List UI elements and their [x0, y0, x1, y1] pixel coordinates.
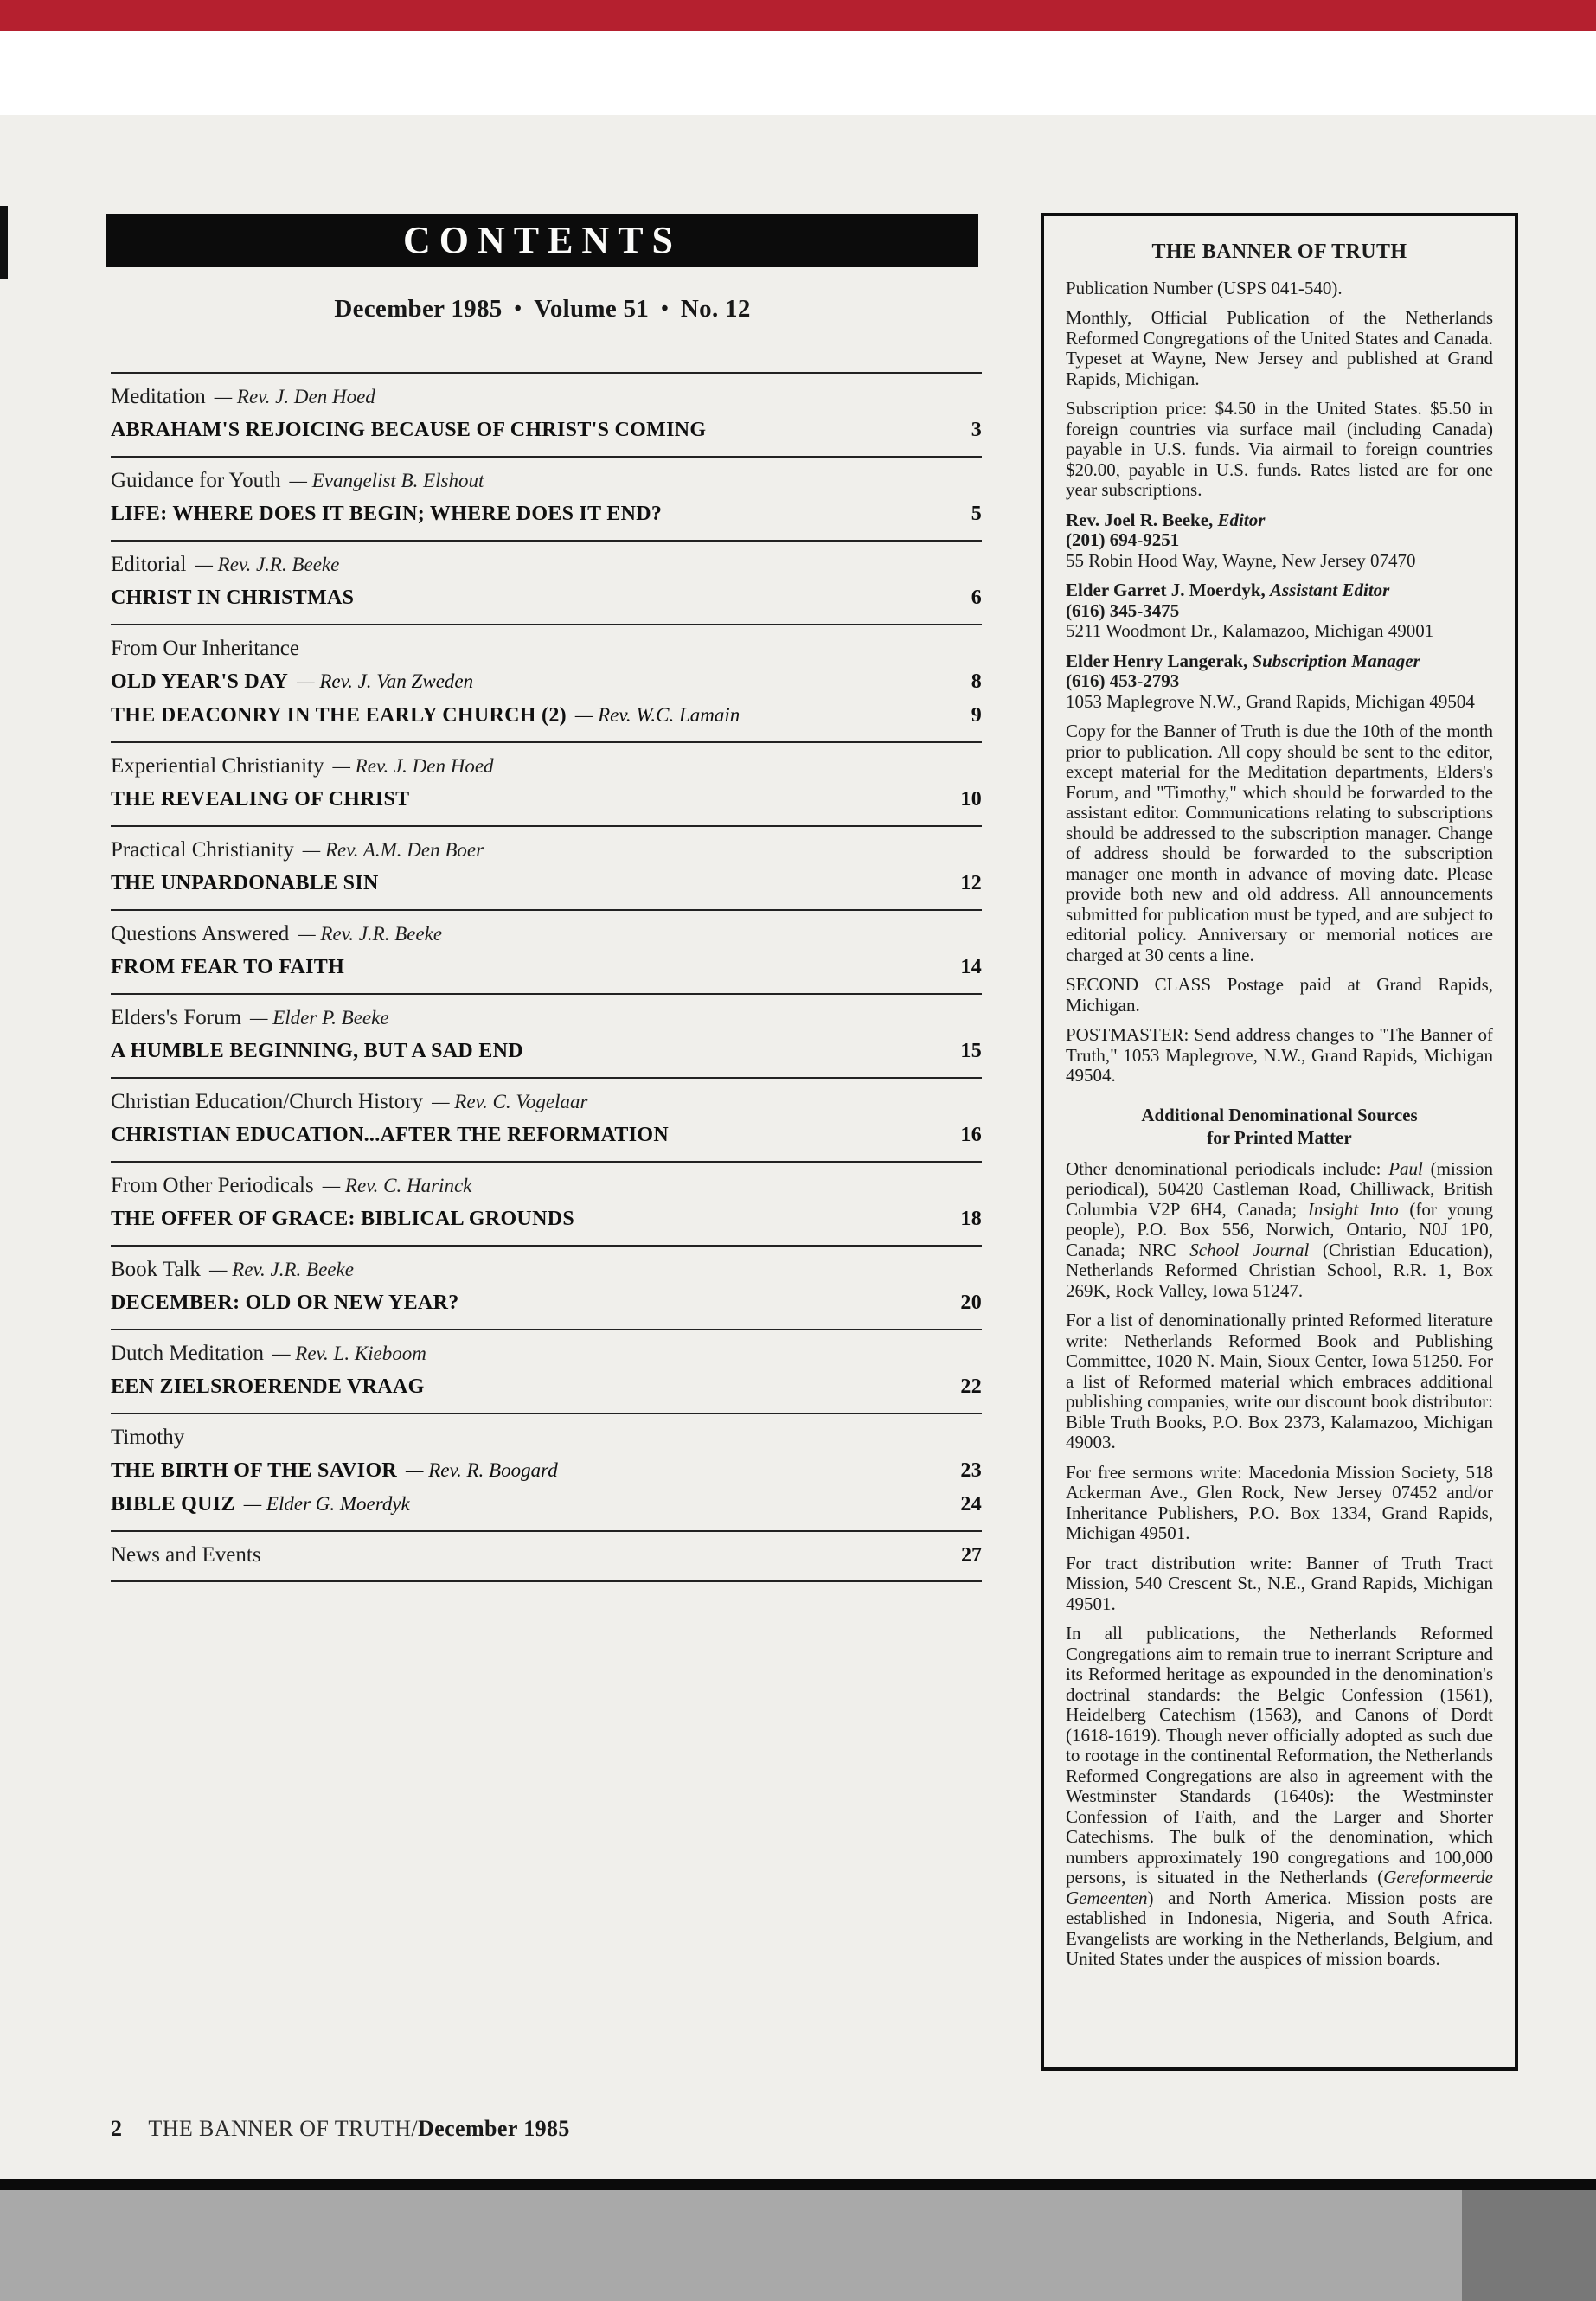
toc-category: Dutch Meditation	[111, 1342, 265, 1365]
staff-address: 55 Robin Hood Way, Wayne, New Jersey 07470	[1066, 549, 1416, 571]
toc-title: THE UNPARDONABLE SIN	[111, 872, 379, 894]
toc-category: Christian Education/Church History	[111, 1090, 424, 1113]
toc-title-line	[111, 414, 982, 445]
periodicals-text: (mission periodical), 50420 Castleman Road, Chilliwack, British Columbia V2P 6H4, Canada;	[1066, 1157, 1493, 1220]
toc-page-number: 23	[960, 1459, 982, 1482]
contents-title: CONTENTS	[402, 219, 683, 261]
toc-category-line	[111, 1423, 982, 1452]
toc-entry	[111, 540, 982, 624]
issue-number: No. 12	[680, 295, 751, 323]
sources-heading-line2: for Printed Matter	[1207, 1126, 1352, 1148]
toc-page-number: 9	[971, 704, 982, 727]
toc-category: Meditation	[111, 385, 206, 408]
toc-title-line	[111, 582, 982, 613]
toc-category-line	[111, 550, 982, 580]
toc-title-line	[111, 1287, 982, 1318]
toc-title: A HUMBLE BEGINNING, BUT A SAD END	[111, 1040, 523, 1062]
sources-heading	[1066, 1104, 1493, 1149]
page-footer	[111, 2116, 570, 2142]
toc-page-number: 27	[961, 1544, 982, 1567]
toc-category: Editorial	[111, 553, 187, 576]
mission-text: In all publications, the Netherlands Reformed Congregations aim to remain true to inerrant Scripture and its Reformed heritage as expounded in the denomination's doctrinal standards: the Belgic Confession (1561), Heidelberg Catechism (1563), and Canons of Dordt (1618-1619). Though never officially adopted as such due to rootage in the continental Reformation, the Netherlands Reformed Congregations are also in agreement with the Westminster Standards (1640s): the Westminster Confession of Faith, and the Larger and Shorter Catechisms. The bulk of the denomination, which numbers approximately 190 congregations and 100,000 persons, is situated in the Netherlands (	[1066, 1623, 1493, 1888]
staff-name-role	[1066, 651, 1493, 672]
toc-title: THE OFFER OF GRACE: BIBLICAL GROUNDS	[111, 1208, 574, 1230]
toc-entry	[111, 741, 982, 825]
subscription-paragraph: Subscription price: $4.50 in the United States. $5.50 in foreign countries via surface mail (including Canada) payable in U.S. funds. Via airmail to foreign countries $20.00, payable in U.S. funds. Rates listed are for one year subscriptions.	[1066, 398, 1493, 500]
periodicals-text: (Christian Education), Netherlands Reformed Christian School, R.R. 1, Box 269K, Rock Valley, Iowa 51247.	[1066, 1239, 1494, 1301]
toc-page-number: 8	[971, 670, 982, 693]
toc-title: THE DEACONRY IN THE EARLY CHURCH (2)	[111, 704, 567, 727]
toc-page-number: 6	[971, 586, 982, 609]
toc-category: Guidance for Youth	[111, 469, 281, 492]
free-sermons-paragraph: For free sermons write: Macedonia Mission Society, 518 Ackerman Ave., Glen Rock, New Jersey 07452 and/or Inheritance Publishers, P.O. Box 1334, Grand Rapids, Michigan 49501.	[1066, 1461, 1493, 1543]
toc-author: — Rev. C. Vogelaar	[432, 1091, 588, 1112]
toc-category-line	[111, 1339, 982, 1368]
toc-title: LIFE: WHERE DOES IT BEGIN; WHERE DOES IT END?	[111, 503, 663, 525]
toc-title-line	[111, 1371, 982, 1402]
toc-page-number: 18	[960, 1208, 982, 1230]
toc-author: — Rev. J.R. Beeke	[209, 1259, 354, 1280]
masthead-box	[1041, 213, 1518, 2071]
periodical-name: Insight Into	[1307, 1198, 1399, 1220]
toc-title-line	[111, 666, 982, 697]
toc-entry	[111, 1077, 982, 1161]
toc-title-line	[111, 1489, 982, 1520]
staff-block-assistant-editor	[1066, 580, 1493, 642]
toc-page-number: 10	[960, 788, 982, 811]
toc-title: OLD YEAR'S DAY	[111, 670, 289, 693]
toc-category: News and Events	[111, 1543, 261, 1567]
footer-magazine-name: THE BANNER OF TRUTH/	[148, 2116, 418, 2141]
periodical-name: Paul	[1388, 1157, 1423, 1179]
toc-category: From Our Inheritance	[111, 637, 299, 660]
toc-title-line	[111, 952, 982, 983]
page-edge-mark	[0, 206, 8, 279]
staff-name-role	[1066, 510, 1493, 531]
toc-title: DECEMBER: OLD OR NEW YEAR?	[111, 1292, 459, 1314]
toc-category-line	[111, 1171, 982, 1201]
sources-heading-line1: Additional Denominational Sources	[1141, 1104, 1418, 1125]
toc-entry	[111, 825, 982, 909]
periodicals-paragraph	[1066, 1159, 1493, 1302]
toc-category-line	[111, 382, 982, 412]
toc-title: CHRIST IN CHRISTMAS	[111, 586, 355, 609]
toc-category: From Other Periodicals	[111, 1174, 314, 1197]
staff-name-role	[1066, 580, 1493, 601]
toc-author: — Rev. J. Den Hoed	[332, 755, 494, 777]
toc-title: THE BIRTH OF THE SAVIOR	[111, 1459, 398, 1482]
toc-title-author: — Rev. J. Van Zweden	[297, 670, 474, 692]
toc-page-number: 20	[960, 1292, 982, 1314]
toc-title-line	[111, 700, 982, 731]
about-paragraph: Monthly, Official Publication of the Netherlands Reformed Congregations of the United States and Canada. Typeset at Wayne, New Jersey and published at Grand Rapids, Michigan.	[1066, 307, 1493, 389]
periodical-name: School Journal	[1189, 1239, 1310, 1260]
toc-page-number: 5	[971, 503, 982, 525]
toc-entry	[111, 909, 982, 993]
toc-title-line	[111, 868, 982, 899]
toc-category-line	[111, 1003, 982, 1033]
bullet-separator: •	[661, 298, 669, 320]
reformed-literature-paragraph: For a list of denominationally printed Reformed literature write: Netherlands Reformed Book and Publishing Committee, 1020 N. Main, Sioux Center, Iowa 51250. For a list of Reformed material which embraces additional publishing companies, write our discount book distributor: Bible Truth Books, P.O. Box 2373, Kalamazoo, Michigan 49003.	[1066, 1310, 1493, 1452]
staff-phone: (616) 453-2793	[1066, 670, 1180, 691]
toc-category: Elders's Forum	[111, 1006, 242, 1029]
table-of-contents	[111, 372, 982, 1582]
staff-role: Assistant Editor	[1270, 580, 1390, 600]
toc-title-line	[111, 1035, 982, 1067]
publication-number: Publication Number (USPS 041-540).	[1066, 277, 1343, 298]
toc-category: Book Talk	[111, 1258, 202, 1281]
staff-name: Elder Henry Langerak,	[1066, 650, 1248, 671]
toc-entry	[111, 1329, 982, 1413]
toc-title: FROM FEAR TO FAITH	[111, 956, 345, 978]
tract-distribution-paragraph: For tract distribution write: Banner of Truth Tract Mission, 540 Crescent St., N.E., Grand Rapids, Michigan 49501.	[1066, 1552, 1493, 1614]
toc-page-number: 16	[960, 1124, 982, 1146]
mission-text: ) and North America. Mission posts are established in Indonesia, Nigeria, and South Africa. Evangelists are working in the Netherlands, Belgium, and United States under the auspices of mission boards.	[1066, 1887, 1493, 1969]
staff-phone: (201) 694-9251	[1066, 529, 1180, 550]
toc-title-author: — Rev. R. Boogard	[406, 1459, 558, 1481]
toc-author: — Rev. C. Harinck	[322, 1175, 472, 1196]
toc-title-author: — Rev. W.C. Lamain	[574, 704, 740, 726]
toc-title: EEN ZIELSROERENDE VRAAG	[111, 1375, 425, 1398]
toc-category-line	[111, 466, 982, 496]
toc-title: THE REVEALING OF CHRIST	[111, 788, 410, 811]
staff-block-subscription-manager	[1066, 651, 1493, 713]
toc-title-line	[111, 784, 982, 815]
toc-page-number: 3	[971, 419, 982, 441]
toc-title-line	[111, 1119, 982, 1150]
toc-entry	[111, 1530, 982, 1580]
mission-statement-paragraph	[1066, 1624, 1493, 1970]
toc-entry	[111, 456, 982, 540]
toc-entry	[111, 624, 982, 741]
toc-category: Timothy	[111, 1426, 185, 1449]
toc-category-line	[111, 920, 982, 949]
masthead-title: THE BANNER OF TRUTH	[1151, 240, 1407, 263]
toc-title: ABRAHAM'S REJOICING BECAUSE OF CHRIST'S COMING	[111, 419, 707, 441]
toc-title-author: — Elder G. Moerdyk	[243, 1493, 410, 1515]
toc-page-number: 15	[960, 1040, 982, 1062]
toc-entry	[111, 993, 982, 1077]
staff-role: Subscription Manager	[1252, 650, 1420, 671]
toc-author: — Elder P. Beeke	[250, 1007, 389, 1029]
footer-page-number: 2	[111, 2116, 123, 2141]
toc-author: — Rev. J. Den Hoed	[214, 386, 375, 407]
toc-category-line	[111, 752, 982, 781]
toc-title: CHRISTIAN EDUCATION...AFTER THE REFORMATION	[111, 1124, 669, 1146]
staff-role: Editor	[1217, 509, 1266, 530]
periodicals-text: Other denominational periodicals include:	[1066, 1157, 1389, 1179]
toc-page-number: 22	[960, 1375, 982, 1398]
postmaster-paragraph: POSTMASTER: Send address changes to "The Banner of Truth," 1053 Maplegrove, N.W., Grand Rapids, Michigan 49504.	[1066, 1024, 1493, 1086]
toc-author: — Rev. J.R. Beeke	[298, 923, 443, 945]
toc-title: BIBLE QUIZ	[111, 1493, 235, 1516]
second-class-paragraph: SECOND CLASS Postage paid at Grand Rapids, Michigan.	[1066, 974, 1493, 1016]
toc-category: Questions Answered	[111, 922, 290, 945]
toc-category: Experiential Christianity	[111, 754, 324, 778]
toc-title-line	[111, 1203, 982, 1234]
staff-block-editor	[1066, 510, 1493, 572]
toc-author: — Rev. L. Kieboom	[272, 1343, 426, 1364]
toc-page-number: 24	[960, 1493, 982, 1516]
toc-author: — Rev. A.M. Den Boer	[302, 839, 484, 861]
page-bottom-edge	[0, 2179, 1596, 2190]
copy-policy-paragraph: Copy for the Banner of Truth is due the 10th of the month prior to publication. All copy should be sent to the editor, except material for the Meditation departments, Elders's Forum, and "Timothy," which should be forwarded to the assistant editor. Communications relating to subscriptions should be addressed to the subscription manager. Change of address should be forwarded to the subscription manager one month in advance of moving date. Please provide both new and old address. All announcements submitted for publication must be typed, and are subject to editorial policy. Anniversary or memorial notices are charged at 30 cents a line.	[1066, 721, 1493, 965]
toc-title-line	[111, 1455, 982, 1486]
toc-category-line	[111, 634, 982, 663]
top-red-band	[0, 0, 1596, 31]
bullet-separator: •	[514, 298, 522, 320]
toc-category: Practical Christianity	[111, 838, 294, 862]
footer-issue: December 1985	[418, 2116, 570, 2141]
staff-address: 1053 Maplegrove N.W., Grand Rapids, Michigan 49504	[1066, 690, 1475, 712]
periodicals-text: (for young people), P.O. Box 556, Norwich, Ontario, N0J 1P0, Canada; NRC	[1066, 1198, 1493, 1260]
toc-page-number: 12	[960, 872, 982, 894]
toc-category-line	[111, 836, 982, 865]
mission-dutch-name: Gereformeerde Gemeenten	[1066, 1867, 1493, 1908]
issue-line	[106, 295, 978, 324]
toc-author: — Evangelist B. Elshout	[289, 470, 484, 491]
toc-category-line	[111, 1541, 982, 1570]
issue-volume: Volume 51	[534, 295, 650, 323]
toc-category-line	[111, 1255, 982, 1285]
staff-name: Rev. Joel R. Beeke,	[1066, 509, 1214, 530]
toc-author: — Rev. J.R. Beeke	[195, 554, 340, 575]
staff-name: Elder Garret J. Moerdyk,	[1066, 580, 1266, 600]
bottom-gray-band-dark	[1462, 2190, 1596, 2301]
issue-date: December 1985	[334, 295, 503, 323]
staff-address: 5211 Woodmont Dr., Kalamazoo, Michigan 49001	[1066, 620, 1434, 641]
toc-page-number: 14	[960, 956, 982, 978]
contents-title-bar	[106, 214, 978, 267]
staff-phone: (616) 345-3475	[1066, 599, 1180, 621]
toc-entry	[111, 1161, 982, 1245]
toc-entry	[111, 372, 982, 456]
toc-entry	[111, 1245, 982, 1329]
toc-title-line	[111, 498, 982, 529]
toc-entry	[111, 1413, 982, 1530]
bottom-gray-band	[0, 2190, 1596, 2301]
toc-category-line	[111, 1087, 982, 1117]
